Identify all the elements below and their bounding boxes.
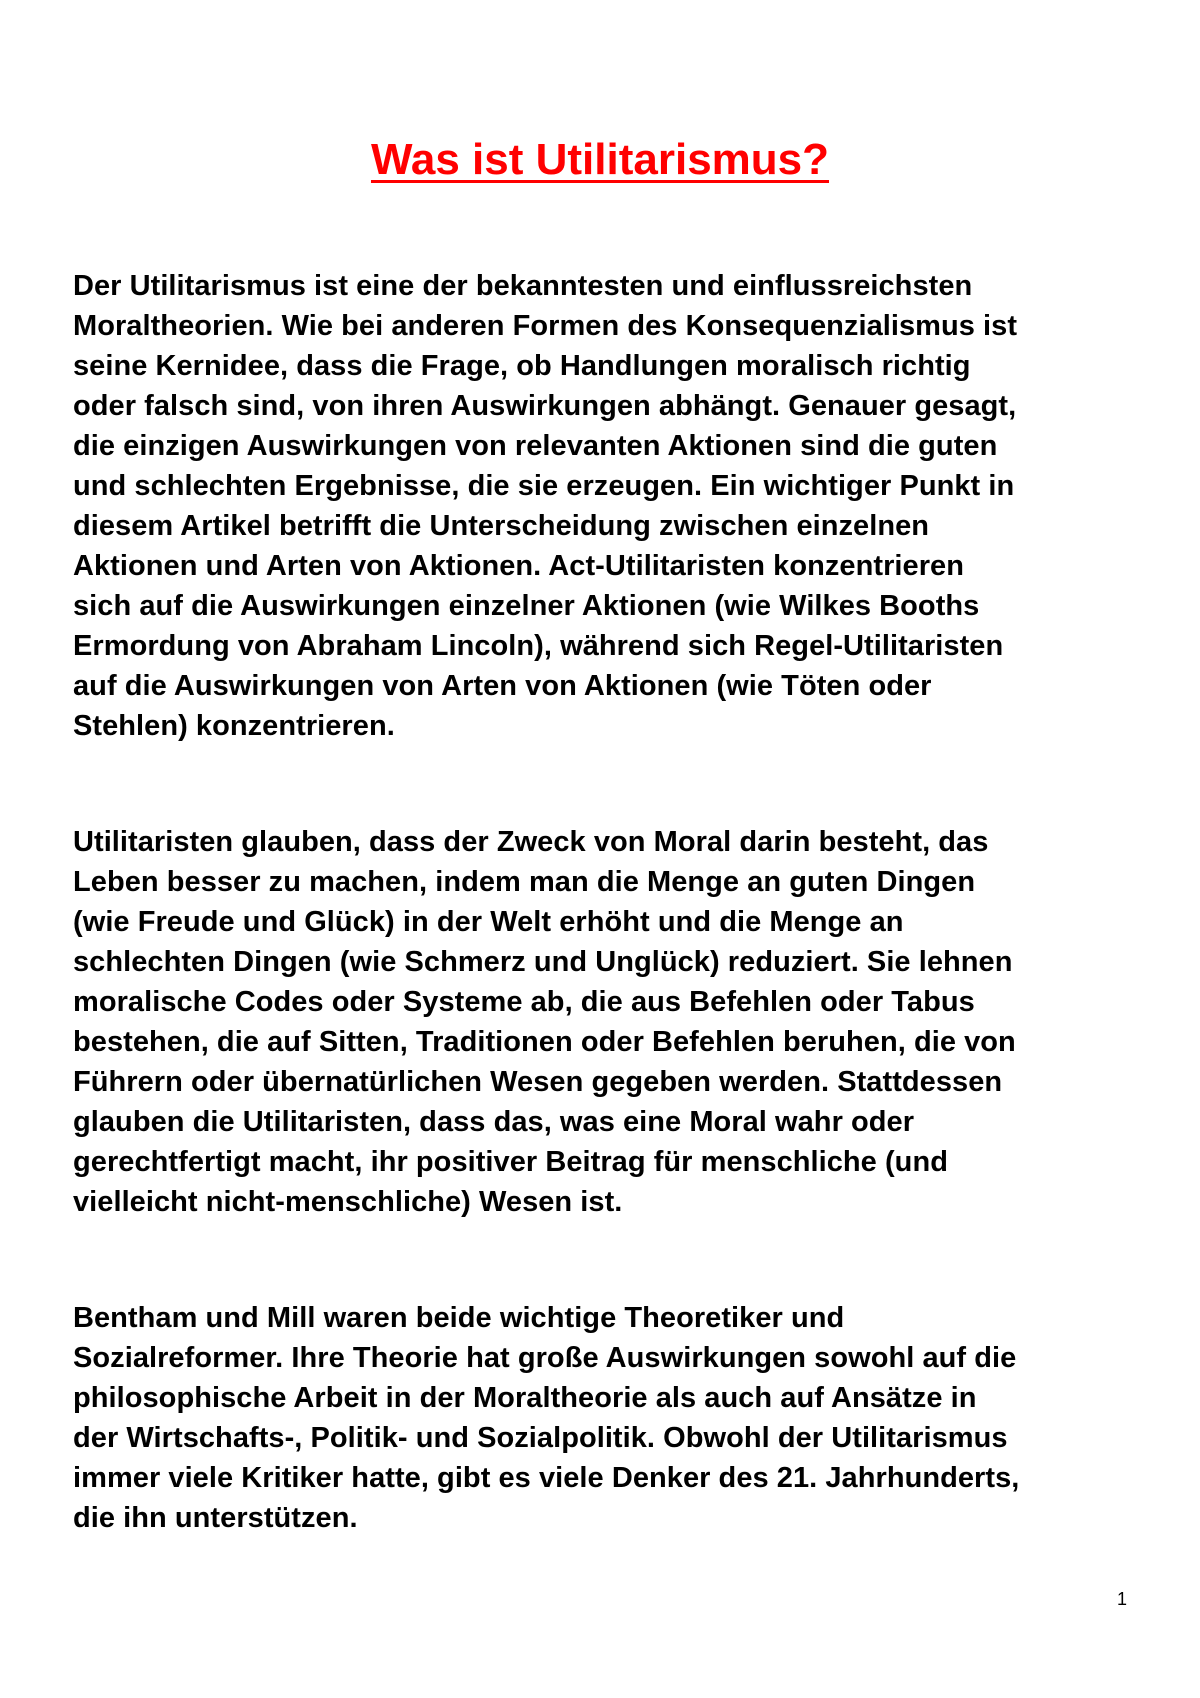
paragraph-line: Moraltheorien. Wie bei anderen Formen des Konsequenzialismus ist bbox=[73, 310, 1018, 342]
page-title: Was ist Utilitarismus? bbox=[370, 135, 830, 184]
paragraph-line: Der Utilitarismus ist eine der bekanntesten und einflussreichsten bbox=[73, 270, 973, 302]
paragraph-line: Aktionen und Arten von Aktionen. Act-Utilitaristen konzentrieren bbox=[73, 550, 964, 582]
paragraph-3 bbox=[73, 1298, 1153, 1538]
paragraph-line: der Wirtschafts-, Politik- und Sozialpolitik. Obwohl der Utilitarismus bbox=[73, 1422, 1008, 1454]
paragraph-line: Sozialreformer. Ihre Theorie hat große Auswirkungen sowohl auf die bbox=[73, 1342, 1017, 1374]
paragraph-line: Stehlen) konzentrieren. bbox=[73, 710, 395, 742]
page-number: 1 bbox=[1116, 1589, 1127, 1609]
paragraph-line: Utilitaristen glauben, dass der Zweck von Moral darin besteht, das bbox=[73, 826, 989, 858]
paragraph-line: oder falsch sind, von ihren Auswirkungen abhängt. Genauer gesagt, bbox=[73, 390, 1017, 422]
paragraph-line: Führern oder übernatürlichen Wesen gegeben werden. Stattdessen bbox=[73, 1066, 1003, 1098]
paragraph-line: (wie Freude und Glück) in der Welt erhöht und die Menge an bbox=[73, 906, 904, 938]
paragraph-line: die ihn unterstützen. bbox=[73, 1502, 358, 1534]
paragraph-line: die einzigen Auswirkungen von relevanten Aktionen sind die guten bbox=[73, 430, 998, 462]
paragraph-line: sich auf die Auswirkungen einzelner Aktionen (wie Wilkes Booths bbox=[73, 590, 980, 622]
paragraph-line: philosophische Arbeit in der Moraltheorie als auch auf Ansätze in bbox=[73, 1382, 977, 1414]
paragraph-line: schlechten Dingen (wie Schmerz und Unglück) reduziert. Sie lehnen bbox=[73, 946, 1013, 978]
paragraph-line: und schlechten Ergebnisse, die sie erzeugen. Ein wichtiger Punkt in bbox=[73, 470, 1015, 502]
paragraph-line: Bentham und Mill waren beide wichtige Theoretiker und bbox=[73, 1302, 845, 1334]
paragraph-line: immer viele Kritiker hatte, gibt es viele Denker des 21. Jahrhunderts, bbox=[73, 1462, 1020, 1494]
paragraph-line: bestehen, die auf Sitten, Traditionen oder Befehlen beruhen, die von bbox=[73, 1026, 1016, 1058]
paragraph-line: Ermordung von Abraham Lincoln), während sich Regel-Utilitaristen bbox=[73, 630, 1004, 662]
paragraph-line: auf die Auswirkungen von Arten von Aktionen (wie Töten oder bbox=[73, 670, 932, 702]
paragraph-line: Leben besser zu machen, indem man die Menge an guten Dingen bbox=[73, 866, 976, 898]
paragraph-line: moralische Codes oder Systeme ab, die aus Befehlen oder Tabus bbox=[73, 986, 975, 1018]
paragraph-line: seine Kernidee, dass die Frage, ob Handlungen moralisch richtig bbox=[73, 350, 971, 382]
paragraph-line: vielleicht nicht-menschliche) Wesen ist. bbox=[73, 1186, 623, 1218]
paragraph-2 bbox=[73, 822, 1153, 1222]
paragraph-line: gerechtfertigt macht, ihr positiver Beitrag für menschliche (und bbox=[73, 1146, 948, 1178]
paragraph-line: glauben die Utilitaristen, dass das, was eine Moral wahr oder bbox=[73, 1106, 915, 1138]
paragraph-line: diesem Artikel betrifft die Unterscheidung zwischen einzelnen bbox=[73, 510, 930, 542]
paragraph-1 bbox=[73, 266, 1153, 746]
